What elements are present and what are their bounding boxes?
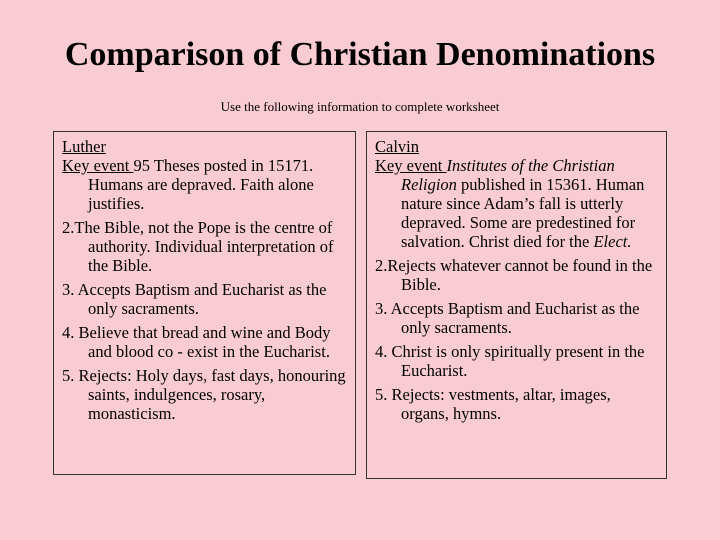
calvin-key-event-label: Key event xyxy=(375,156,447,175)
calvin-heading: Calvin xyxy=(375,137,419,156)
calvin-point-5: 5. Rejects: vestments, altar, images, organs, hymns. xyxy=(375,385,611,423)
luther-key-event-label: Key event xyxy=(62,156,134,175)
calvin-point-1 xyxy=(375,156,658,251)
luther-key-event-text: 95 Theses posted in 15171. Humans are depraved. Faith alone justifies. xyxy=(88,156,314,213)
luther-heading: Luther xyxy=(62,137,106,156)
luther-box xyxy=(53,131,356,475)
calvin-point-2: 2.Rejects whatever cannot be found in the Bible. xyxy=(375,256,653,294)
calvin-elect: Elect. xyxy=(593,232,632,251)
luther-point-3: 3. Accepts Baptism and Eucharist as the only sacraments. xyxy=(62,280,327,318)
calvin-key-event-text: published in 15361. Human nature since Adam’s fall is utterly depraved. Some are predestined for salvation. Christ died for the xyxy=(401,175,645,251)
calvin-book-title: Institutes of the Christian Religion xyxy=(401,156,615,194)
luther-point-1 xyxy=(62,156,347,213)
calvin-box xyxy=(366,131,667,479)
luther-point-5: 5. Rejects: Holy days, fast days, honouring saints, indulgences, rosary, monasticism. xyxy=(62,366,346,423)
luther-point-4: 4. Believe that bread and wine and Body and blood co - exist in the Eucharist. xyxy=(62,323,331,361)
luther-point-2: 2.The Bible, not the Pope is the centre of authority. Individual interpretation of the Bible. xyxy=(62,218,334,275)
calvin-point-4: 4. Christ is only spiritually present in the Eucharist. xyxy=(375,342,645,380)
calvin-point-3: 3. Accepts Baptism and Eucharist as the only sacraments. xyxy=(375,299,640,337)
slide-title: Comparison of Christian Denominations xyxy=(64,36,656,73)
slide-subtitle: Use the following information to complete worksheet xyxy=(220,99,500,114)
